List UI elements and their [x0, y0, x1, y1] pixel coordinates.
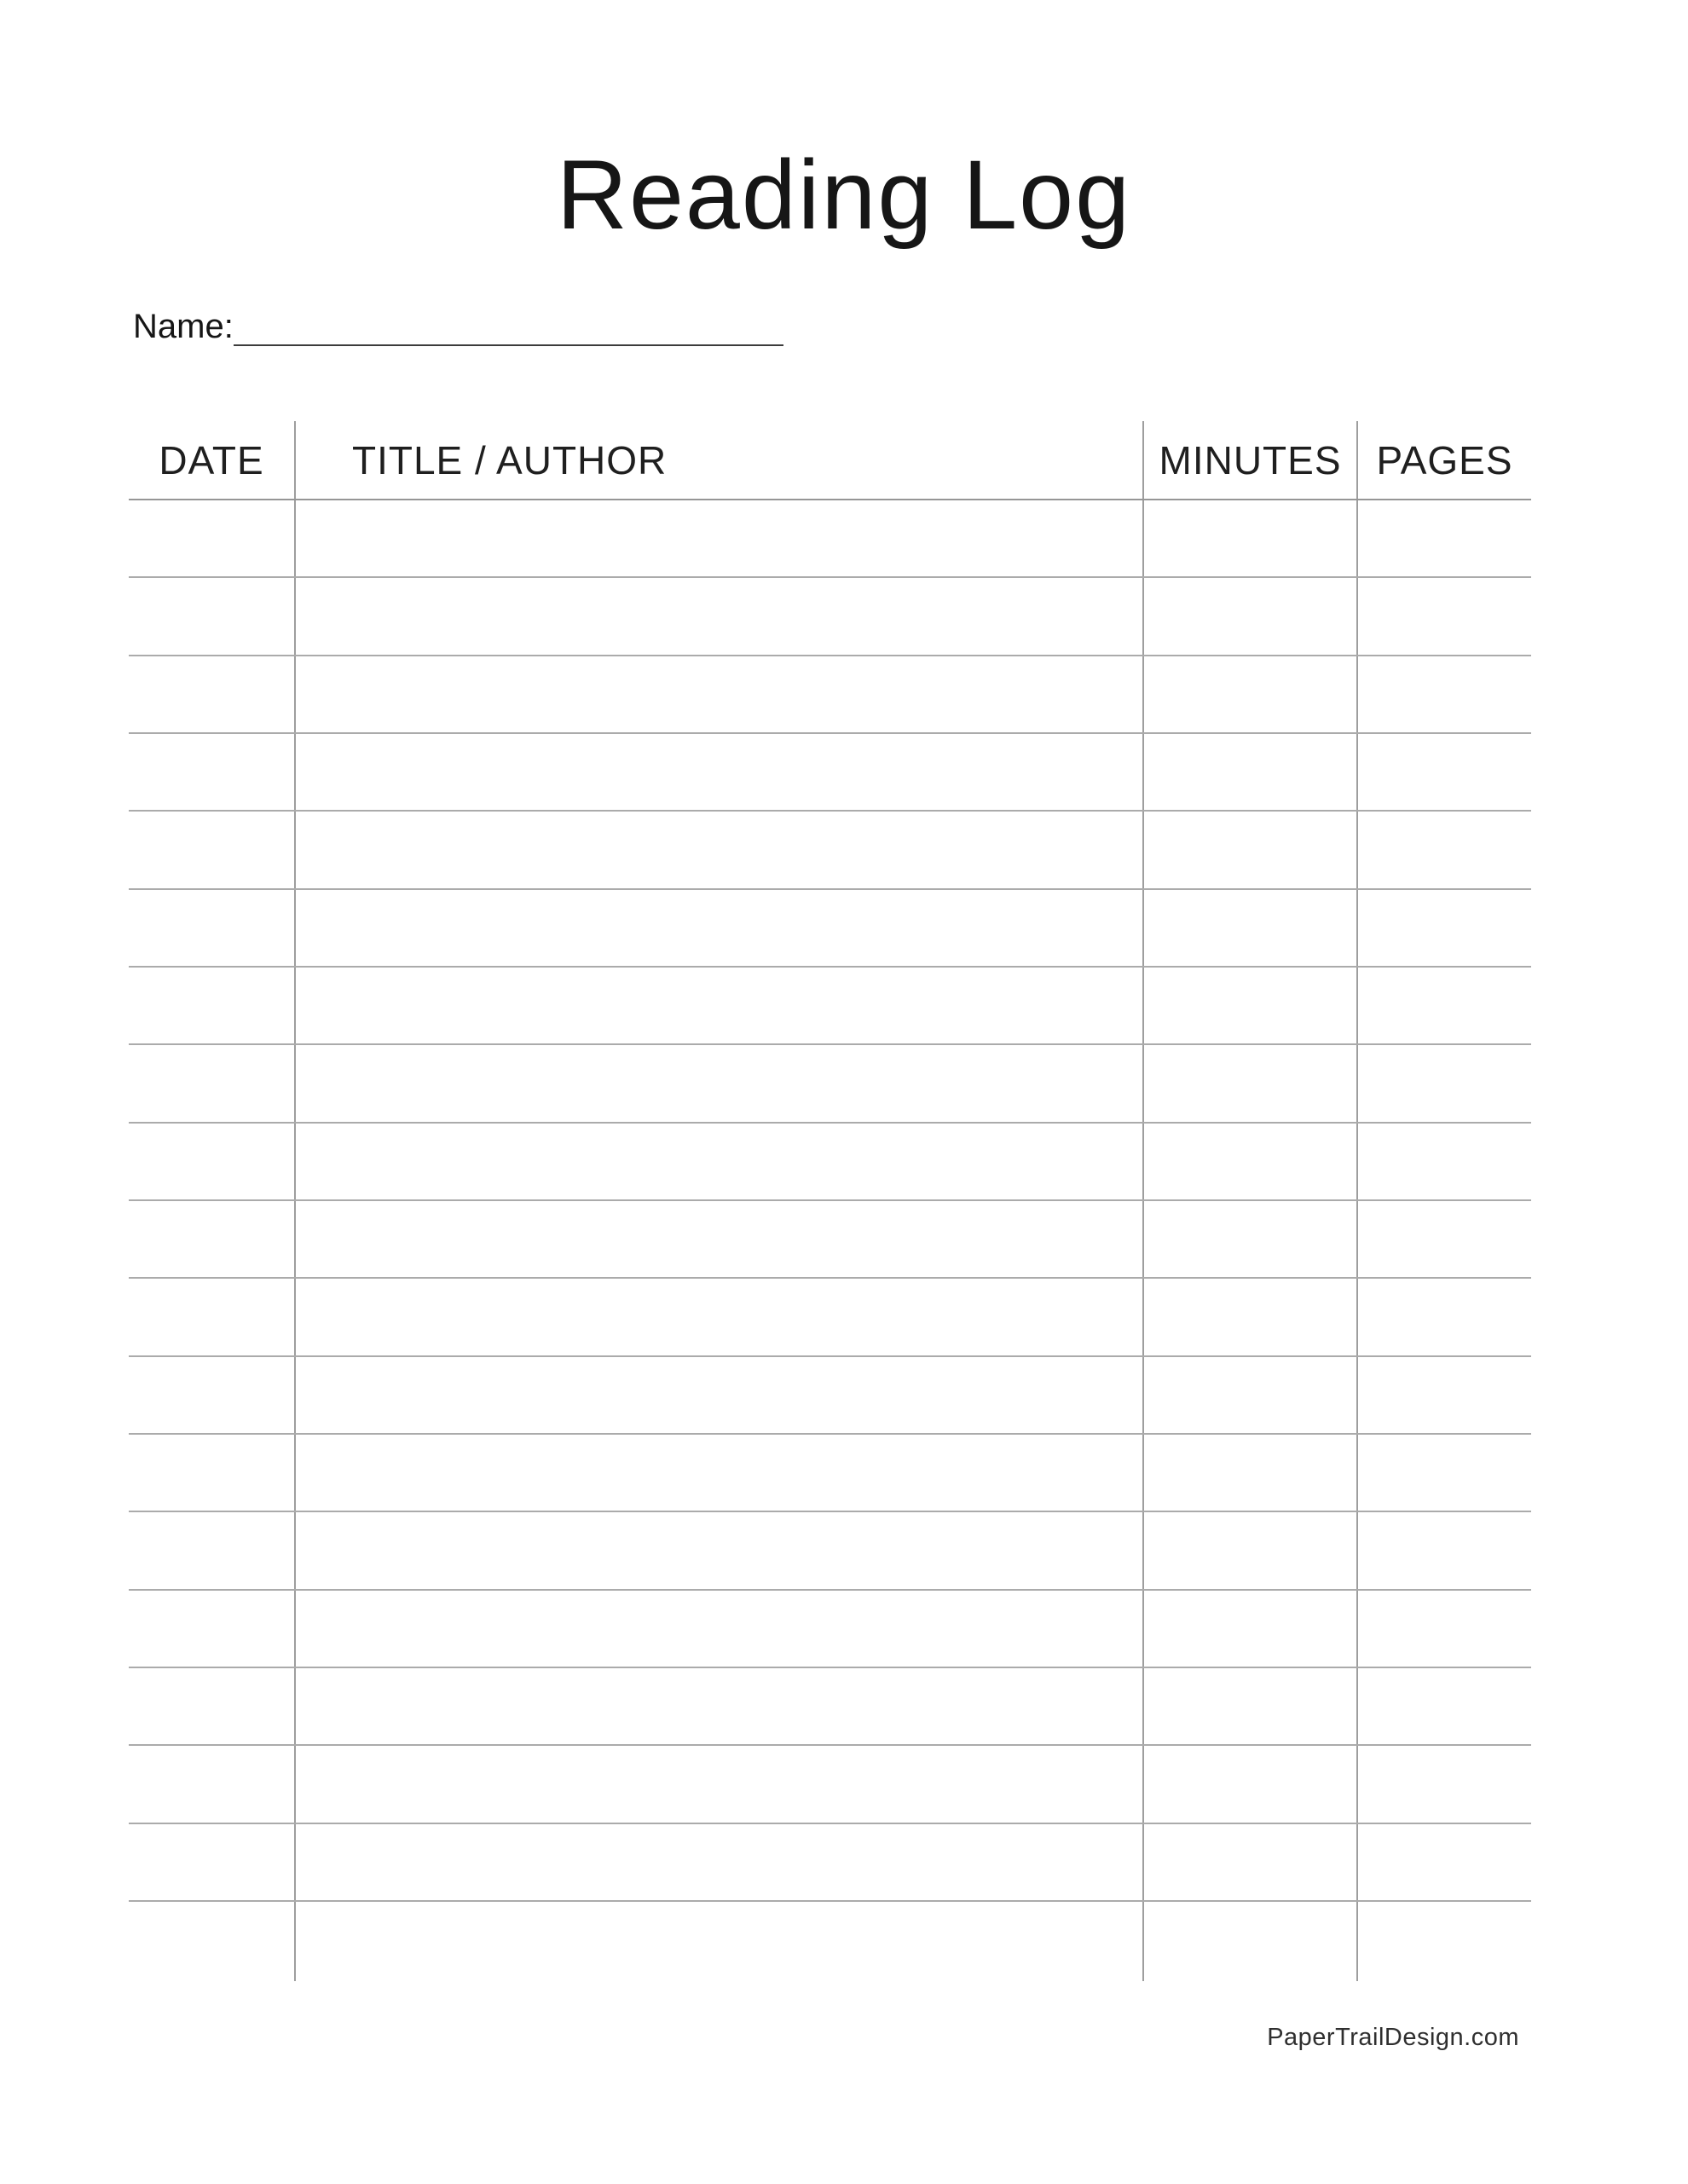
cell-title-author [296, 1124, 1144, 1199]
cell-date [129, 1124, 296, 1199]
cell-title-author [296, 1591, 1144, 1667]
cell-pages [1358, 1201, 1531, 1277]
cell-pages [1358, 1045, 1531, 1121]
table-row [129, 1902, 1531, 1981]
cell-minutes [1144, 890, 1358, 966]
cell-title-author [296, 1201, 1144, 1277]
cell-pages [1358, 1357, 1531, 1433]
cell-title-author [296, 812, 1144, 887]
cell-pages [1358, 890, 1531, 966]
cell-title-author [296, 1279, 1144, 1355]
cell-date [129, 734, 296, 810]
cell-pages [1358, 1902, 1531, 1981]
cell-title-author [296, 1512, 1144, 1588]
cell-title-author [296, 1045, 1144, 1121]
table-row [129, 968, 1531, 1045]
footer-credit: PaperTrailDesign.com [1267, 2024, 1519, 2051]
reading-log-table [129, 421, 1531, 1981]
cell-minutes [1144, 1824, 1358, 1900]
cell-minutes [1144, 1124, 1358, 1199]
cell-date [129, 812, 296, 887]
cell-pages [1358, 968, 1531, 1043]
cell-title-author [296, 578, 1144, 654]
cell-title-author [296, 656, 1144, 732]
cell-title-author [296, 1902, 1144, 1981]
cell-minutes [1144, 656, 1358, 732]
cell-minutes [1144, 578, 1358, 654]
column-header-title-author: TITLE / AUTHOR [296, 421, 1144, 499]
cell-pages [1358, 734, 1531, 810]
cell-date [129, 1902, 296, 1981]
cell-pages [1358, 578, 1531, 654]
table-row [129, 1201, 1531, 1279]
cell-minutes [1144, 500, 1358, 576]
table-row [129, 1824, 1531, 1902]
cell-title-author [296, 1824, 1144, 1900]
cell-pages [1358, 812, 1531, 887]
cell-pages [1358, 1124, 1531, 1199]
cell-date [129, 1357, 296, 1433]
cell-pages [1358, 1435, 1531, 1511]
table-row [129, 1668, 1531, 1746]
column-header-minutes: MINUTES [1144, 421, 1358, 499]
cell-minutes [1144, 1512, 1358, 1588]
page-title: Reading Log [556, 141, 1132, 250]
cell-title-author [296, 890, 1144, 966]
cell-date [129, 500, 296, 576]
name-row [133, 308, 783, 346]
table-row [129, 1045, 1531, 1123]
table-row [129, 1435, 1531, 1512]
table-row [129, 1357, 1531, 1435]
cell-date [129, 1746, 296, 1822]
table-row [129, 1591, 1531, 1668]
cell-minutes [1144, 1357, 1358, 1433]
table-row [129, 890, 1531, 968]
table-row [129, 1124, 1531, 1201]
table-row [129, 1746, 1531, 1823]
cell-minutes [1144, 1591, 1358, 1667]
cell-minutes [1144, 1435, 1358, 1511]
cell-title-author [296, 1357, 1144, 1433]
cell-date [129, 968, 296, 1043]
cell-minutes [1144, 1902, 1358, 1981]
cell-pages [1358, 656, 1531, 732]
cell-minutes [1144, 1746, 1358, 1822]
cell-date [129, 1591, 296, 1667]
cell-title-author [296, 1435, 1144, 1511]
table-row [129, 656, 1531, 734]
cell-minutes [1144, 968, 1358, 1043]
table-header [129, 421, 1531, 500]
column-header-date: DATE [129, 421, 296, 499]
cell-date [129, 1668, 296, 1744]
cell-title-author [296, 968, 1144, 1043]
table-row [129, 500, 1531, 578]
cell-minutes [1144, 1201, 1358, 1277]
cell-minutes [1144, 734, 1358, 810]
column-header-pages: PAGES [1376, 437, 1513, 482]
name-fill-in-line [234, 309, 783, 346]
table-row [129, 812, 1531, 889]
table-row [129, 578, 1531, 656]
cell-minutes [1144, 1668, 1358, 1744]
cell-date [129, 1045, 296, 1121]
name-label: Name: [133, 308, 234, 345]
table-row [129, 734, 1531, 812]
cell-pages [1358, 1746, 1531, 1822]
cell-title-author [296, 734, 1144, 810]
cell-date [129, 656, 296, 732]
cell-pages [1358, 1512, 1531, 1588]
table-row [129, 1279, 1531, 1356]
cell-minutes [1144, 1279, 1358, 1355]
table-body [129, 500, 1531, 1981]
cell-minutes [1144, 1045, 1358, 1121]
cell-title-author [296, 1668, 1144, 1744]
cell-pages [1358, 1824, 1531, 1900]
cell-title-author [296, 1746, 1144, 1822]
cell-date [129, 890, 296, 966]
cell-title-author [296, 500, 1144, 576]
cell-pages [1358, 1591, 1531, 1667]
cell-minutes [1144, 812, 1358, 887]
table-row [129, 1512, 1531, 1590]
cell-date [129, 1201, 296, 1277]
cell-pages [1358, 1279, 1531, 1355]
cell-date [129, 1824, 296, 1900]
cell-date [129, 1435, 296, 1511]
cell-date [129, 1512, 296, 1588]
cell-date [129, 578, 296, 654]
cell-pages [1358, 1668, 1531, 1744]
cell-pages [1358, 500, 1531, 576]
cell-date [129, 1279, 296, 1355]
